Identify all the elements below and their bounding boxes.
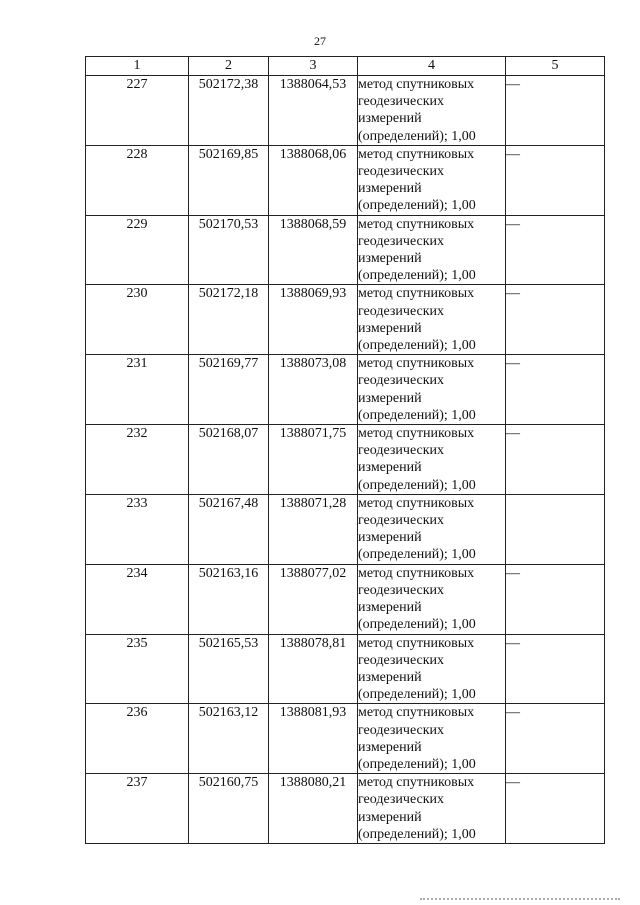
- dash-mark: —: [506, 426, 520, 442]
- method-description: [358, 145, 506, 215]
- method-line: метод спутниковых: [358, 565, 475, 581]
- column-5-value: [506, 76, 605, 146]
- header-col-2: 2: [189, 57, 269, 76]
- method-line: геодезических: [358, 722, 445, 738]
- column-5-value: [506, 494, 605, 564]
- column-5-value: [506, 425, 605, 495]
- method-line: (определений); 1,00: [358, 338, 476, 354]
- method-line: геодезических: [358, 792, 445, 808]
- point-number: 233: [86, 494, 189, 564]
- method-line: метод спутниковых: [358, 426, 475, 442]
- column-5-value: [506, 634, 605, 704]
- table-row: [86, 425, 605, 495]
- coordinate-y: 1388077,02: [269, 564, 358, 634]
- method-line: метод спутниковых: [358, 216, 475, 232]
- method-line: геодезических: [358, 582, 445, 598]
- header-col-5: 5: [506, 57, 605, 76]
- method-line: (определений); 1,00: [358, 687, 476, 703]
- method-line: геодезических: [358, 233, 445, 249]
- column-5-value: [506, 355, 605, 425]
- point-number: 229: [86, 215, 189, 285]
- header-col-4: 4: [358, 57, 506, 76]
- table-body: [86, 76, 605, 844]
- coordinate-y: 1388071,28: [269, 494, 358, 564]
- coordinate-x: 502163,12: [189, 704, 269, 774]
- point-number: 236: [86, 704, 189, 774]
- method-description: [358, 704, 506, 774]
- coordinate-y: 1388068,59: [269, 215, 358, 285]
- method-line: геодезических: [358, 94, 445, 110]
- method-line: метод спутниковых: [358, 635, 475, 651]
- method-description: [358, 425, 506, 495]
- dash-mark: —: [506, 705, 520, 721]
- dash-mark: —: [506, 565, 520, 581]
- method-line: (определений); 1,00: [358, 826, 476, 842]
- method-line: метод спутниковых: [358, 705, 475, 721]
- table-row: [86, 774, 605, 844]
- column-5-value: [506, 285, 605, 355]
- point-number: 235: [86, 634, 189, 704]
- coordinate-x: 502170,53: [189, 215, 269, 285]
- method-description: [358, 76, 506, 146]
- method-line: измерений: [358, 181, 422, 197]
- table-header-row: [86, 57, 605, 76]
- method-line: (определений); 1,00: [358, 128, 476, 144]
- coordinate-y: 1388073,08: [269, 355, 358, 425]
- method-line: метод спутниковых: [358, 146, 475, 162]
- coordinate-x: 502167,48: [189, 494, 269, 564]
- method-line: (определений); 1,00: [358, 617, 476, 633]
- table-row: [86, 564, 605, 634]
- method-line: измерений: [358, 739, 422, 755]
- method-description: [358, 774, 506, 844]
- method-line: измерений: [358, 460, 422, 476]
- method-line: метод спутниковых: [358, 356, 475, 372]
- dash-mark: —: [506, 635, 520, 651]
- method-line: измерений: [358, 530, 422, 546]
- method-line: измерений: [358, 669, 422, 685]
- method-line: метод спутниковых: [358, 495, 475, 511]
- point-number: 234: [86, 564, 189, 634]
- method-line: (определений); 1,00: [358, 407, 476, 423]
- column-5-value: [506, 145, 605, 215]
- table-row: [86, 494, 605, 564]
- point-number: 227: [86, 76, 189, 146]
- coordinate-x: 502160,75: [189, 774, 269, 844]
- method-line: геодезических: [358, 513, 445, 529]
- coordinate-x: 502172,18: [189, 285, 269, 355]
- method-line: измерений: [358, 111, 422, 127]
- header-col-1: 1: [86, 57, 189, 76]
- method-line: геодезических: [358, 303, 445, 319]
- coordinate-y: 1388068,06: [269, 145, 358, 215]
- table-row: [86, 285, 605, 355]
- method-line: (определений); 1,00: [358, 268, 476, 284]
- column-5-value: [506, 564, 605, 634]
- coordinate-y: 1388081,93: [269, 704, 358, 774]
- method-line: измерений: [358, 809, 422, 825]
- method-line: (определений); 1,00: [358, 756, 476, 772]
- page-number: 27: [314, 34, 326, 48]
- column-5-value: [506, 704, 605, 774]
- dash-mark: —: [506, 77, 520, 92]
- column-5-value: [506, 774, 605, 844]
- method-line: (определений); 1,00: [358, 477, 476, 493]
- method-line: измерений: [358, 600, 422, 616]
- method-description: [358, 355, 506, 425]
- coordinate-x: 502169,85: [189, 145, 269, 215]
- coordinates-table: [85, 56, 605, 844]
- method-line: метод спутниковых: [358, 775, 475, 791]
- dash-mark: —: [506, 775, 520, 791]
- method-line: (определений); 1,00: [358, 547, 476, 563]
- coordinate-y: 1388071,75: [269, 425, 358, 495]
- method-line: измерений: [358, 320, 422, 336]
- table-row: [86, 355, 605, 425]
- coordinate-y: 1388069,93: [269, 285, 358, 355]
- method-description: [358, 564, 506, 634]
- point-number: 231: [86, 355, 189, 425]
- point-number: 230: [86, 285, 189, 355]
- column-5-value: [506, 215, 605, 285]
- table-row: [86, 145, 605, 215]
- method-description: [358, 215, 506, 285]
- dash-mark: —: [506, 216, 520, 232]
- header-col-3: 3: [269, 57, 358, 76]
- scan-artifact: [420, 898, 620, 903]
- table-row: [86, 634, 605, 704]
- point-number: 228: [86, 145, 189, 215]
- coordinate-y: 1388078,81: [269, 634, 358, 704]
- dash-mark: —: [506, 286, 520, 302]
- dash-mark: —: [506, 146, 520, 162]
- method-line: измерений: [358, 251, 422, 267]
- method-line: геодезических: [358, 652, 445, 668]
- method-line: геодезических: [358, 373, 445, 389]
- coordinate-x: 502165,53: [189, 634, 269, 704]
- dash-mark: —: [506, 356, 520, 372]
- table-row: [86, 215, 605, 285]
- method-description: [358, 634, 506, 704]
- method-line: геодезических: [358, 164, 445, 180]
- method-description: [358, 494, 506, 564]
- table-row: [86, 76, 605, 146]
- table-row: [86, 704, 605, 774]
- method-line: измерений: [358, 390, 422, 406]
- coordinate-x: 502163,16: [189, 564, 269, 634]
- coordinate-x: 502168,07: [189, 425, 269, 495]
- method-description: [358, 285, 506, 355]
- coordinate-x: 502172,38: [189, 76, 269, 146]
- method-line: геодезических: [358, 443, 445, 459]
- point-number: 237: [86, 774, 189, 844]
- coordinate-x: 502169,77: [189, 355, 269, 425]
- point-number: 232: [86, 425, 189, 495]
- method-line: (определений); 1,00: [358, 198, 476, 214]
- method-line: метод спутниковых: [358, 286, 475, 302]
- method-line: метод спутниковых: [358, 77, 475, 92]
- coordinate-y: 1388064,53: [269, 76, 358, 146]
- coordinate-y: 1388080,21: [269, 774, 358, 844]
